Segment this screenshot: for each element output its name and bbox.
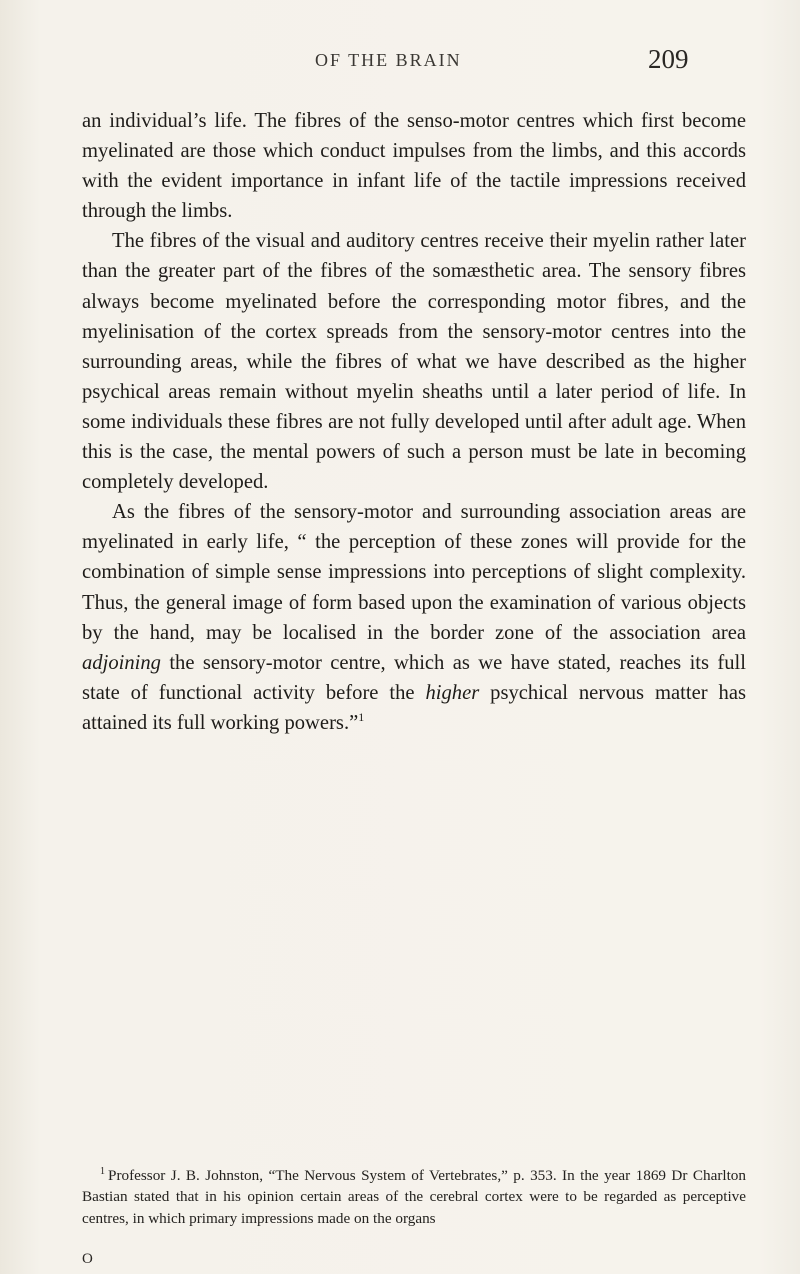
paragraph-3-part-c: psychical nervous matter has attained its full working powers.” xyxy=(82,681,746,734)
emphasis-higher: higher xyxy=(425,681,480,704)
emphasis-adjoining: adjoining xyxy=(82,651,161,674)
signature-mark: O xyxy=(82,1251,93,1267)
paragraph-3-part-b: the sensory-motor centre, which as we have stated, reaches its full state of functional activity before the xyxy=(82,651,746,704)
footnote-paragraph xyxy=(82,1165,746,1229)
footnote-text: Professor J. B. Johnston, “The Nervous System of Vertebrates,” p. 353. In the year 1869 Dr Charlton Bastian stated that in his opinion certain areas of the cerebral cortex were to be regarded as perceptive centres, in which primary impressions made on the organs xyxy=(82,1167,746,1227)
paragraph-3-part-a: As the fibres of the sensory-motor and surrounding association areas are myelinated in early life, “ the perception of these zones will provide for the combination of simple sense impressions into perceptions of slight complexity. Thus, the general image of form based upon the examination of various objects by the hand, may be localised in the border zone of the association area xyxy=(82,501,746,644)
paragraph-1: an individual’s life. The fibres of the senso-motor centres which first become myelinated are those which conduct impulses from the limbs, and this accords with the evident importance in infant life of the tactile impressions received through the limbs. xyxy=(82,110,746,223)
page-number: 209 xyxy=(648,44,689,74)
footnote xyxy=(82,1165,746,1229)
page-header xyxy=(0,44,800,84)
footnote-mark: 1 xyxy=(100,1165,105,1177)
footnote-reference[interactable]: 1 xyxy=(358,710,365,725)
body-text xyxy=(82,106,746,738)
paragraph-2: The fibres of the visual and auditory centres receive their myelin rather later than the greater part of the fibres of the somæsthetic area. The sensory fibres always become myelinated before the corresponding motor fibres, and the myelinisation of the cortex spreads from the sensory-motor centres into the surrounding areas, while the fibres of what we have described as the higher psychical areas remain without myelin sheaths until a later period of life. In some individuals these fibres are not fully developed until after adult age. When this is the case, the mental powers of such a person must be late in becoming completely developed. xyxy=(82,230,746,494)
running-head: OF THE BRAIN xyxy=(315,50,462,70)
paragraph-3 xyxy=(82,497,746,738)
